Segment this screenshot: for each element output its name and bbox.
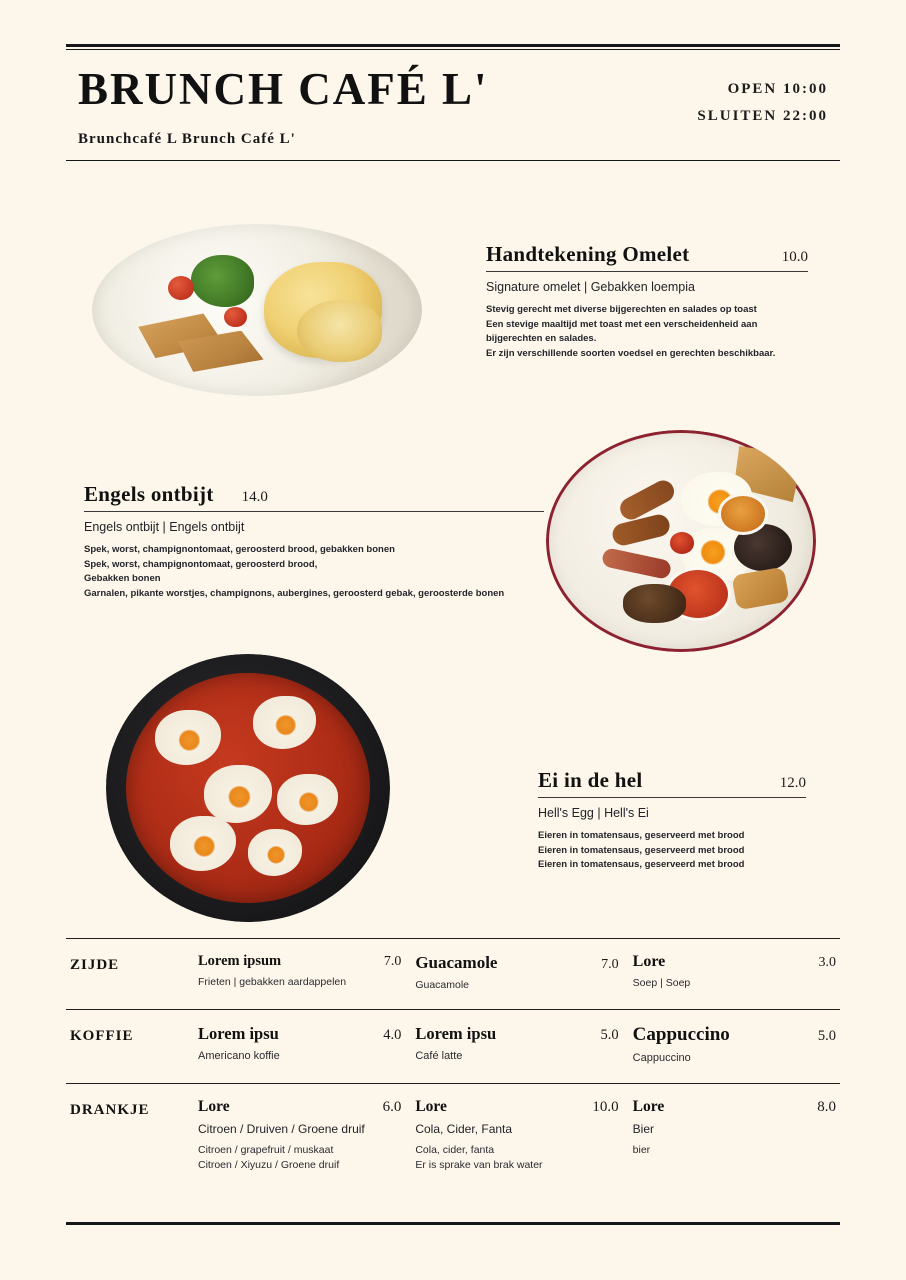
dish-hell-divider [538, 797, 806, 798]
footer-rule [66, 1222, 840, 1225]
shakshuka-pan [106, 654, 390, 922]
breakfast-sauce-bowl [718, 493, 768, 534]
menu-item [415, 1098, 618, 1174]
brand-block [78, 66, 489, 148]
dish-omelet-name: Handtekening Omelet [486, 242, 690, 266]
dish-omelet-alt: Signature omelet | Gebakken loempia [486, 280, 695, 294]
menu-item-head [198, 1098, 401, 1116]
hell-egg-3 [204, 765, 272, 823]
hell-egg-6 [248, 829, 302, 875]
close-hours-label: SLUITEN 22:00 [697, 108, 828, 124]
menu-bottom-section [66, 938, 840, 1190]
dish-english-desc-line: Spek, worst, champignontomaat, geroosterd brood, [84, 558, 318, 570]
menu-item-sub-details [633, 1143, 836, 1159]
dish-block-english-breakfast [84, 482, 544, 602]
open-hours-label: OPEN 10:00 [727, 81, 828, 97]
breakfast-bacon [601, 547, 672, 580]
brand-subtitle: Brunchcafé L Brunch Café L' [78, 131, 296, 148]
menu-item-sub: Cappuccino [632, 1052, 691, 1065]
dish-hell-name: Ei in de hel [538, 768, 643, 792]
header-bottom-rule [66, 160, 840, 161]
dish-english-description [84, 543, 544, 602]
menu-item-sub-line: bier [632, 1143, 651, 1156]
menu-item-price: 6.0 [382, 1099, 402, 1116]
menu-item-name: Guacamole [415, 953, 498, 972]
dish-english-desc-line: Garnalen, pikante worstjes, champignons, aubergines, geroosterd gebak, geroosterde bonen [84, 588, 505, 600]
menu-item-sub-line: Cola, cider, fanta [415, 1143, 495, 1156]
menu-item-sub-main: Citroen / Druiven / Groene druif [198, 1122, 365, 1137]
dish-hell-desc-line: Eieren in tomatensaus, geserveerd met brood [538, 830, 745, 841]
dish-english-head [84, 482, 544, 507]
menu-item [198, 953, 401, 993]
menu-item-name: Lorem ipsu [415, 1024, 497, 1044]
dish-omelet-desc-line: Er zijn verschillende soorten voedsel en gerechten beschikbaar. [486, 348, 776, 360]
dish-hell-description [538, 829, 806, 873]
menu-item [198, 1024, 401, 1067]
breakfast-tomato [670, 532, 694, 554]
category-items-koffie [198, 1024, 836, 1067]
menu-header [66, 44, 840, 161]
category-row-koffie [66, 1010, 840, 1083]
omelet-tomato-1 [168, 276, 194, 300]
menu-item [198, 1098, 401, 1174]
menu-item-price: 4.0 [383, 1027, 402, 1044]
menu-item-sub-main: Bier [632, 1122, 654, 1137]
dish-omelet-desc-line: Stevig gerecht met diverse bijgerechten en salades op toast [486, 304, 757, 315]
breakfast-mushrooms [623, 584, 686, 623]
english-breakfast-plate [546, 430, 816, 652]
opening-hours [697, 66, 828, 130]
english-breakfast-photo [546, 430, 816, 652]
dish-omelet-desc-line: bijgerechten en salades. [486, 333, 597, 345]
dish-hell-head [538, 768, 806, 793]
menu-item-sub-line: Citroen / Xiyuzu / Groene druif [198, 1159, 340, 1172]
dish-english-desc-line: Spek, worst, champignontomaat, geroosterd brood, gebakken bonen [84, 544, 395, 555]
menu-item-sub-line: Er is sprake van brak water [415, 1159, 543, 1172]
menu-item-name: Cappuccino [632, 1024, 730, 1046]
eggs-in-hell-photo [106, 654, 390, 922]
signature-omelet-photo [92, 224, 422, 396]
menu-item-price: 8.0 [817, 1099, 836, 1116]
hell-egg-2 [253, 696, 317, 749]
dish-hell-desc-line: Eieren in tomatensaus, geserveerd met brood [538, 844, 745, 856]
dish-english-alt: Engels ontbijt | Engels ontbijt [84, 520, 245, 534]
menu-item-price: 10.0 [592, 1099, 619, 1116]
menu-item-sub: Soep | Soep [632, 977, 691, 989]
menu-item-sub: Guacamole [415, 979, 470, 991]
menu-item [415, 1024, 618, 1067]
dish-block-omelet [486, 242, 808, 362]
menu-item-price: 7.0 [601, 957, 619, 972]
dish-omelet-head [486, 242, 808, 267]
dish-omelet-price: 10.0 [781, 249, 808, 265]
dish-english-divider [84, 511, 544, 512]
menu-item-head [415, 1098, 618, 1116]
menu-item-name: Lorem ipsum [198, 953, 282, 969]
menu-item-price: 5.0 [600, 1027, 619, 1044]
menu-item-sub-line: Citroen / grapefruit / muskaat [198, 1143, 334, 1156]
menu-item-sub-main: Cola, Cider, Fanta [415, 1122, 513, 1137]
category-items-drankje [198, 1098, 836, 1174]
hell-egg-5 [170, 816, 236, 871]
menu-item-name: Lore [632, 953, 666, 970]
menu-item-sub-details [415, 1143, 618, 1175]
omelet-egg-fold [297, 300, 383, 362]
menu-item-sub: Frieten | gebakken aardappelen [198, 976, 347, 988]
header-top-rule-thick [66, 44, 840, 47]
menu-item-sub: Americano koffie [198, 1050, 280, 1063]
dish-omelet-divider [486, 271, 808, 272]
menu-item-head [633, 1098, 836, 1116]
dish-hell-alt: Hell's Egg | Hell's Ei [538, 806, 649, 820]
category-label-drankje: DRANKJE [70, 1102, 150, 1119]
menu-item [415, 953, 618, 993]
menu-item-name: Lore [415, 1098, 447, 1116]
menu-item-head [633, 953, 836, 971]
menu-item-head [415, 953, 618, 973]
dish-omelet-desc-line: Een stevige maaltijd met toast met een verscheidenheid aan [486, 318, 758, 330]
category-row-zijde [66, 939, 840, 1009]
page-title: BRUNCH CAFÉ L' [78, 64, 489, 114]
category-label-zijde: ZIJDE [70, 957, 120, 973]
tomato-sauce [126, 673, 370, 903]
menu-item-name: Lore [198, 1098, 230, 1116]
hell-egg-4 [277, 774, 338, 825]
menu-item-price: 5.0 [817, 1028, 836, 1045]
menu-item-head [415, 1024, 618, 1044]
menu-item-sub: Café latte [415, 1050, 463, 1063]
dish-english-desc-line: Gebakken bonen [84, 573, 161, 585]
menu-item-name: Lorem ipsu [198, 1024, 279, 1044]
menu-item [633, 953, 836, 993]
menu-item-name: Lore [632, 1098, 665, 1116]
category-row-drankje [66, 1084, 840, 1190]
menu-item-head [633, 1024, 836, 1046]
hell-egg-1 [155, 710, 221, 765]
omelet-garnish [191, 255, 254, 307]
dish-hell-price: 12.0 [779, 775, 806, 791]
breakfast-hash-brown [731, 567, 789, 610]
menu-item-price: 3.0 [818, 955, 836, 970]
menu-item-sub-details [198, 1143, 401, 1175]
menu-item [633, 1024, 836, 1067]
omelet-plate [92, 224, 422, 396]
dish-hell-desc-line: Eieren in tomatensaus, geserveerd met brood [538, 859, 745, 871]
menu-item-price: 7.0 [383, 954, 402, 969]
dish-english-price: 14.0 [241, 489, 268, 505]
header-body [66, 50, 840, 148]
dish-block-eggs-in-hell [538, 768, 806, 873]
menu-item [633, 1098, 836, 1174]
breakfast-sausage-2 [611, 513, 673, 548]
dish-english-name: Engels ontbijt [84, 482, 214, 506]
menu-item-head [198, 953, 401, 970]
category-label-koffie: KOFFIE [70, 1028, 134, 1045]
category-items-zijde [198, 953, 836, 993]
dish-omelet-description [486, 303, 808, 362]
header-bottom-rule-thin [66, 160, 840, 161]
menu-item-head [198, 1024, 401, 1044]
omelet-tomato-2 [224, 307, 247, 328]
